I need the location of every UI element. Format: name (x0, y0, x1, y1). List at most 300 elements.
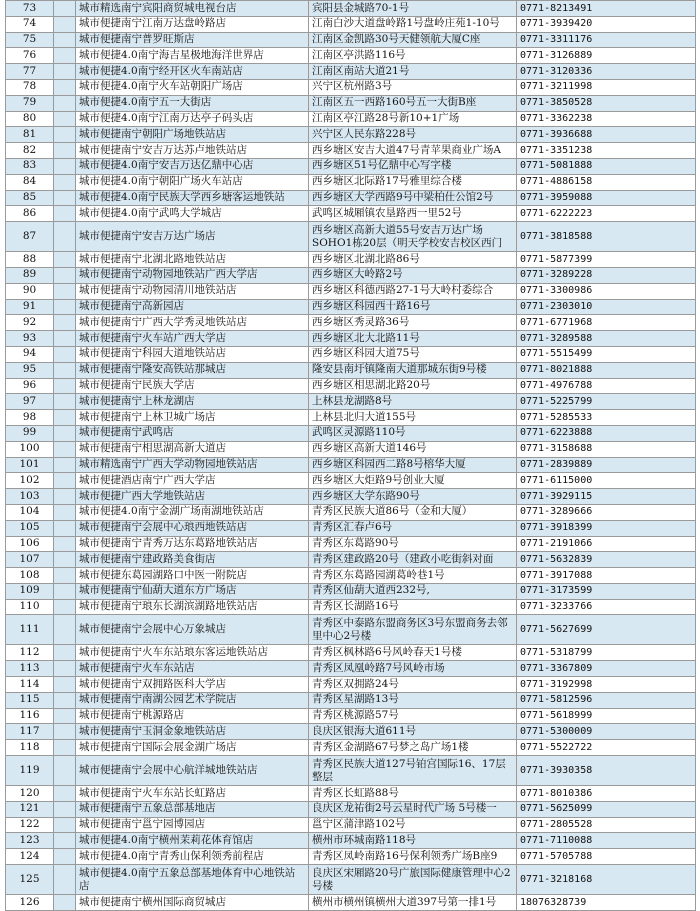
store-name: 城市便捷南宁桃源路店 (76, 708, 309, 724)
store-address: 青秀区仙葫大道西232号, (309, 583, 517, 599)
table-row (6, 252, 696, 268)
table-row (6, 473, 696, 489)
store-phone: 0771-7110088 (517, 833, 696, 849)
store-phone: 18076328739 (517, 895, 696, 911)
store-address: 青秀区金湖路67号梦之岛广场1楼 (309, 740, 517, 756)
store-name: 城市便捷南宁青秀万达东葛路地铁站店 (76, 536, 309, 552)
row-gutter (54, 283, 76, 299)
store-address: 西乡塘区科园西十路16号 (309, 299, 517, 315)
row-gutter (54, 346, 76, 362)
row-number: 77 (6, 64, 54, 80)
store-phone: 0771-3936688 (517, 127, 696, 143)
row-gutter (54, 158, 76, 174)
row-number: 97 (6, 394, 54, 410)
row-number: 84 (6, 174, 54, 190)
store-name: 城市便捷南宁朝阳广场地铁站店 (76, 127, 309, 143)
store-address: 青秀区长虹路88号 (309, 786, 517, 802)
store-name: 城市精选南宁宾阳商贸城电视台店 (76, 1, 309, 17)
row-number: 116 (6, 708, 54, 724)
row-number: 110 (6, 599, 54, 615)
store-phone: 0771-3311176 (517, 32, 696, 48)
table-row (6, 583, 696, 599)
store-address: 西乡塘区北际路17号雅里综合楼 (309, 174, 517, 190)
table-row (6, 206, 696, 222)
store-phone: 0771-8213491 (517, 1, 696, 17)
store-name: 城市便捷南宁火车东站长虹路店 (76, 786, 309, 802)
table-row (6, 267, 696, 283)
table-row (6, 801, 696, 817)
store-table-body (6, 1, 696, 911)
row-number: 91 (6, 299, 54, 315)
store-phone: 0771-5515499 (517, 346, 696, 362)
row-gutter (54, 174, 76, 190)
store-name: 城市便捷南宁动物园清川地铁站店 (76, 283, 309, 299)
store-name: 城市便捷4.0南宁朝阳广场火车站店 (76, 174, 309, 190)
store-address: 横州市环城南路118号 (309, 833, 517, 849)
row-number: 73 (6, 1, 54, 17)
store-phone: 0771-5877399 (517, 252, 696, 268)
row-gutter (54, 677, 76, 693)
store-phone: 0771-6115000 (517, 473, 696, 489)
store-address: 西乡塘区秀灵路36号 (309, 315, 517, 331)
table-row (6, 315, 696, 331)
store-phone: 0771-5625099 (517, 801, 696, 817)
store-phone: 0771-3918399 (517, 520, 696, 536)
store-address: 青秀区凤凰岭路7号风岭市场 (309, 661, 517, 677)
table-row (6, 143, 696, 159)
row-gutter (54, 724, 76, 740)
row-number: 98 (6, 410, 54, 426)
row-gutter (54, 143, 76, 159)
store-phone: 0771-3158688 (517, 441, 696, 457)
store-address: 青秀区东葛路90号 (309, 536, 517, 552)
store-table (5, 0, 696, 911)
row-number: 102 (6, 473, 54, 489)
row-number: 74 (6, 16, 54, 32)
store-name: 城市便捷4.0南宁安吉万达亿鼎中心店 (76, 158, 309, 174)
store-phone: 0771-5300009 (517, 724, 696, 740)
store-address: 江南区南站大道21号 (309, 64, 517, 80)
store-name: 城市便捷南宁安吉万达广场店 (76, 222, 309, 252)
table-row (6, 95, 696, 111)
store-phone: 0771-5627699 (517, 615, 696, 645)
store-phone: 0771-3850528 (517, 95, 696, 111)
store-name: 城市便捷南宁火车东站店 (76, 661, 309, 677)
store-name: 城市便捷4.0南宁五象总部基地体育中心地铁站店 (76, 865, 309, 895)
row-number: 93 (6, 331, 54, 347)
row-gutter (54, 1, 76, 17)
store-phone: 0771-3362238 (517, 111, 696, 127)
row-gutter (54, 32, 76, 48)
store-phone: 0771-3289666 (517, 504, 696, 520)
row-gutter (54, 48, 76, 64)
table-row (6, 817, 696, 833)
store-name: 城市便捷南宁动物园地铁站广西大学店 (76, 267, 309, 283)
store-name: 城市便捷南宁上林龙湖店 (76, 394, 309, 410)
store-name: 城市便捷南宁建政路美食街店 (76, 552, 309, 568)
row-gutter (54, 425, 76, 441)
store-phone: 0771-3818588 (517, 222, 696, 252)
store-address: 良庆区龙祐街2号云星时代广场 5号楼一 (309, 801, 517, 817)
table-row (6, 489, 696, 505)
store-address: 兴宁区人民东路228号 (309, 127, 517, 143)
store-name: 城市便捷南宁邕宁园博园店 (76, 817, 309, 833)
table-row (6, 756, 696, 786)
row-number: 101 (6, 457, 54, 473)
store-phone: 0771-3173599 (517, 583, 696, 599)
table-row (6, 833, 696, 849)
store-address: 西乡塘区科德西路27-1号大岭村委综合 (309, 283, 517, 299)
store-address: 青秀区长湖路16号 (309, 599, 517, 615)
row-number: 92 (6, 315, 54, 331)
store-address: 青秀区东葛路园湖葛岭巷1号 (309, 568, 517, 584)
store-address: 兴宁区杭州路3号 (309, 79, 517, 95)
row-number: 105 (6, 520, 54, 536)
row-gutter (54, 833, 76, 849)
store-phone: 0771-3930358 (517, 756, 696, 786)
row-number: 126 (6, 895, 54, 911)
store-name: 城市便捷南宁广西大学秀灵地铁站店 (76, 315, 309, 331)
store-address: 青秀区民族大道86号（金和大厦） (309, 504, 517, 520)
store-name: 城市便捷南宁会展中心琅西地铁站店 (76, 520, 309, 536)
row-gutter (54, 457, 76, 473)
row-gutter (54, 615, 76, 645)
row-number: 99 (6, 425, 54, 441)
row-gutter (54, 299, 76, 315)
row-number: 100 (6, 441, 54, 457)
table-row (6, 552, 696, 568)
row-number: 104 (6, 504, 54, 520)
store-phone: 0771-3929115 (517, 489, 696, 505)
table-row (6, 692, 696, 708)
table-row (6, 724, 696, 740)
store-phone: 0771-5618999 (517, 708, 696, 724)
row-number: 82 (6, 143, 54, 159)
store-phone: 0771-3233766 (517, 599, 696, 615)
store-name: 城市便捷南宁琅东长湖滨湖路地铁站店 (76, 599, 309, 615)
store-name: 城市便捷4.0南宁五一大街店 (76, 95, 309, 111)
store-phone: 0771-3120336 (517, 64, 696, 80)
row-number: 106 (6, 536, 54, 552)
store-name: 城市便捷4.0南宁青秀山保利领秀前程店 (76, 849, 309, 865)
row-number: 117 (6, 724, 54, 740)
store-phone: 0771-5705788 (517, 849, 696, 865)
row-gutter (54, 661, 76, 677)
store-address: 武鸣区城厢镇农垦路西一里52号 (309, 206, 517, 222)
table-row (6, 158, 696, 174)
table-row (6, 299, 696, 315)
table-row (6, 661, 696, 677)
row-number: 86 (6, 206, 54, 222)
store-name: 城市精选南宁广西大学动物园地铁站店 (76, 457, 309, 473)
store-phone: 0771-5522722 (517, 740, 696, 756)
store-address: 青秀区中泰路东盟商务区3号东盟商务去邻里中心2号楼 (309, 615, 517, 645)
row-number: 122 (6, 817, 54, 833)
store-phone: 0771-3351238 (517, 143, 696, 159)
table-row (6, 190, 696, 206)
store-phone: 0771-3218168 (517, 865, 696, 895)
row-number: 123 (6, 833, 54, 849)
row-gutter (54, 315, 76, 331)
store-name: 城市便捷南宁双拥路医科大学店 (76, 677, 309, 693)
store-address: 隆安县南圩镇隆南大道那城东街9号楼 (309, 362, 517, 378)
row-number: 124 (6, 849, 54, 865)
row-gutter (54, 536, 76, 552)
store-name: 城市便捷南宁玉洞金象地铁站店 (76, 724, 309, 740)
store-name: 城市便捷南宁武鸣店 (76, 425, 309, 441)
table-row (6, 174, 696, 190)
store-address: 宾阳县金城路70-1号 (309, 1, 517, 17)
row-gutter (54, 222, 76, 252)
store-name: 城市便捷南宁会展中心航洋城地铁站店 (76, 756, 309, 786)
row-gutter (54, 489, 76, 505)
row-number: 96 (6, 378, 54, 394)
table-row (6, 410, 696, 426)
store-address: 青秀区双拥路24号 (309, 677, 517, 693)
row-gutter (54, 801, 76, 817)
table-row (6, 645, 696, 661)
row-gutter (54, 267, 76, 283)
row-gutter (54, 206, 76, 222)
table-row (6, 362, 696, 378)
store-address: 邕宁区蒲津路102号 (309, 817, 517, 833)
row-number: 112 (6, 645, 54, 661)
table-row (6, 708, 696, 724)
store-address: 良庆区宋厢路20号广旅国际健康管理中心2号楼 (309, 865, 517, 895)
table-row (6, 865, 696, 895)
store-address: 青秀区星湖路13号 (309, 692, 517, 708)
store-phone: 0771-6223888 (517, 425, 696, 441)
row-number: 85 (6, 190, 54, 206)
row-number: 95 (6, 362, 54, 378)
table-row (6, 895, 696, 911)
row-gutter (54, 583, 76, 599)
table-row (6, 615, 696, 645)
store-phone: 0771-2805528 (517, 817, 696, 833)
store-address: 江南区金凯路30号天健领航大厦C座 (309, 32, 517, 48)
row-gutter (54, 362, 76, 378)
store-phone: 0771-2191066 (517, 536, 696, 552)
table-row (6, 222, 696, 252)
table-row (6, 441, 696, 457)
row-number: 108 (6, 568, 54, 584)
store-name: 城市便捷酒店南宁广西大学店 (76, 473, 309, 489)
store-name: 城市便捷4.0南宁江南万达亭子码头店 (76, 111, 309, 127)
table-row (6, 677, 696, 693)
row-number: 118 (6, 740, 54, 756)
row-number: 109 (6, 583, 54, 599)
store-address: 良庆区银海大道611号 (309, 724, 517, 740)
row-number: 125 (6, 865, 54, 895)
row-gutter (54, 16, 76, 32)
store-name: 城市便捷南宁隆安高铁站那城店 (76, 362, 309, 378)
row-number: 121 (6, 801, 54, 817)
row-gutter (54, 740, 76, 756)
row-number: 75 (6, 32, 54, 48)
store-address: 西乡塘区科园大道75号 (309, 346, 517, 362)
row-number: 81 (6, 127, 54, 143)
row-gutter (54, 331, 76, 347)
store-address: 西乡塘区北湖北路86号 (309, 252, 517, 268)
store-name: 城市便捷4.0南宁武鸣大学城店 (76, 206, 309, 222)
store-address: 西乡塘区高新大道55号安吉万达广场SOHO1栋20层（明天学校安吉校区西门 (309, 222, 517, 252)
row-number: 76 (6, 48, 54, 64)
row-number: 111 (6, 615, 54, 645)
row-gutter (54, 520, 76, 536)
store-name: 城市便捷广西大学地铁站店 (76, 489, 309, 505)
store-address: 西乡塘区大岭路2号 (309, 267, 517, 283)
row-gutter (54, 692, 76, 708)
store-name: 城市便捷南宁火车东站琅东客运地铁站店 (76, 645, 309, 661)
row-number: 89 (6, 267, 54, 283)
store-address: 西乡塘区高新大道146号 (309, 441, 517, 457)
store-address: 青秀区桃源路57号 (309, 708, 517, 724)
store-name: 城市便捷4.0南宁民族大学西乡塘客运地铁站 (76, 190, 309, 206)
store-phone: 0771-3211998 (517, 79, 696, 95)
store-phone: 0771-2303010 (517, 299, 696, 315)
store-name: 城市便捷4.0南宁经开区火车南站店 (76, 64, 309, 80)
store-phone: 0771-5318799 (517, 645, 696, 661)
store-phone: 0771-3289588 (517, 331, 696, 347)
table-row (6, 378, 696, 394)
row-number: 88 (6, 252, 54, 268)
store-name: 城市便捷4.0南宁火车站朝阳广场店 (76, 79, 309, 95)
table-row (6, 457, 696, 473)
table-row (6, 32, 696, 48)
store-phone: 0771-4976788 (517, 378, 696, 394)
row-number: 87 (6, 222, 54, 252)
store-name: 城市便捷南宁高新园店 (76, 299, 309, 315)
row-gutter (54, 568, 76, 584)
store-phone: 0771-5812596 (517, 692, 696, 708)
store-name: 城市便捷南宁上林卫城广场店 (76, 410, 309, 426)
store-phone: 0771-3192998 (517, 677, 696, 693)
row-gutter (54, 441, 76, 457)
store-name: 城市便捷南宁五象总部基地店 (76, 801, 309, 817)
store-address: 青秀区凤岭南路16号保利领秀广场B座9 (309, 849, 517, 865)
row-gutter (54, 504, 76, 520)
row-gutter (54, 378, 76, 394)
store-name: 城市便捷东葛园湖路口中医一附院店 (76, 568, 309, 584)
store-name: 城市便捷南宁相思湖高新大道店 (76, 441, 309, 457)
store-name: 城市便捷4.0南宁金湖广场南湖地铁站店 (76, 504, 309, 520)
table-row (6, 740, 696, 756)
table-row (6, 127, 696, 143)
row-number: 80 (6, 111, 54, 127)
store-address: 青秀区枫林路6号风岭春天1号楼 (309, 645, 517, 661)
store-phone: 0771-3289228 (517, 267, 696, 283)
row-gutter (54, 645, 76, 661)
store-address: 西乡塘区大学东路90号 (309, 489, 517, 505)
store-address: 西乡塘区大学西路9号中梁柏仕公馆2号 (309, 190, 517, 206)
store-address: 上林县龙湖路8号 (309, 394, 517, 410)
store-phone: 0771-8021888 (517, 362, 696, 378)
store-phone: 0771-5225799 (517, 394, 696, 410)
row-gutter (54, 708, 76, 724)
store-address: 武鸣区灵源路110号 (309, 425, 517, 441)
store-name: 城市便捷南宁会展中心万象城店 (76, 615, 309, 645)
store-phone: 0771-5632839 (517, 552, 696, 568)
store-name: 城市便捷南宁国际会展金湖广场店 (76, 740, 309, 756)
store-name: 城市便捷南宁民族大学店 (76, 378, 309, 394)
row-gutter (54, 849, 76, 865)
store-name: 城市便捷南宁南湖公园艺术学院店 (76, 692, 309, 708)
table-row (6, 64, 696, 80)
table-row (6, 346, 696, 362)
table-row (6, 425, 696, 441)
row-number: 120 (6, 786, 54, 802)
table-row (6, 394, 696, 410)
row-gutter (54, 410, 76, 426)
row-gutter (54, 865, 76, 895)
row-gutter (54, 895, 76, 911)
store-address: 江南区五一西路160号五一大街B座 (309, 95, 517, 111)
store-address: 西乡塘区相思湖北路20号 (309, 378, 517, 394)
row-gutter (54, 756, 76, 786)
store-phone: 0771-4886158 (517, 174, 696, 190)
store-list-sheet (5, 0, 695, 911)
row-gutter (54, 111, 76, 127)
row-number: 114 (6, 677, 54, 693)
row-number: 94 (6, 346, 54, 362)
row-number: 78 (6, 79, 54, 95)
store-address: 西乡塘区北大北路11号 (309, 331, 517, 347)
row-gutter (54, 127, 76, 143)
table-row (6, 599, 696, 615)
store-name: 城市便捷南宁普罗旺斯店 (76, 32, 309, 48)
store-name: 城市便捷南宁科园大道地铁站店 (76, 346, 309, 362)
store-address: 江南区亭洪路116号 (309, 48, 517, 64)
row-number: 83 (6, 158, 54, 174)
store-phone: 0771-6771968 (517, 315, 696, 331)
row-number: 107 (6, 552, 54, 568)
row-gutter (54, 95, 76, 111)
store-address: 西乡塘区51号亿鼎中心写字楼 (309, 158, 517, 174)
table-row (6, 48, 696, 64)
store-address: 青秀区汇春卢6号 (309, 520, 517, 536)
store-address: 西乡塘区科园西二路8号榕华大厦 (309, 457, 517, 473)
row-gutter (54, 599, 76, 615)
table-row (6, 79, 696, 95)
store-phone: 0771-5081888 (517, 158, 696, 174)
table-row (6, 331, 696, 347)
table-row (6, 568, 696, 584)
store-name: 城市便捷4.0南宁横州茉莉花体育馆店 (76, 833, 309, 849)
store-phone: 0771-5285533 (517, 410, 696, 426)
store-phone: 0771-3959088 (517, 190, 696, 206)
row-number: 115 (6, 692, 54, 708)
row-gutter (54, 252, 76, 268)
table-row (6, 536, 696, 552)
table-row (6, 504, 696, 520)
store-phone: 0771-3300986 (517, 283, 696, 299)
store-phone: 0771-8010386 (517, 786, 696, 802)
row-gutter (54, 473, 76, 489)
table-row (6, 849, 696, 865)
store-phone: 0771-3917088 (517, 568, 696, 584)
row-gutter (54, 64, 76, 80)
table-row (6, 786, 696, 802)
row-gutter (54, 190, 76, 206)
store-address: 上林县北归大道155号 (309, 410, 517, 426)
store-address: 江南白沙大道盘岭路1号盘岭庄苑1-10号 (309, 16, 517, 32)
row-gutter (54, 786, 76, 802)
row-number: 90 (6, 283, 54, 299)
store-address: 青秀区建政路20号（建政小吃街斜对面 (309, 552, 517, 568)
store-name: 城市便捷南宁火车站广西大学店 (76, 331, 309, 347)
row-gutter (54, 817, 76, 833)
store-phone: 0771-3126889 (517, 48, 696, 64)
